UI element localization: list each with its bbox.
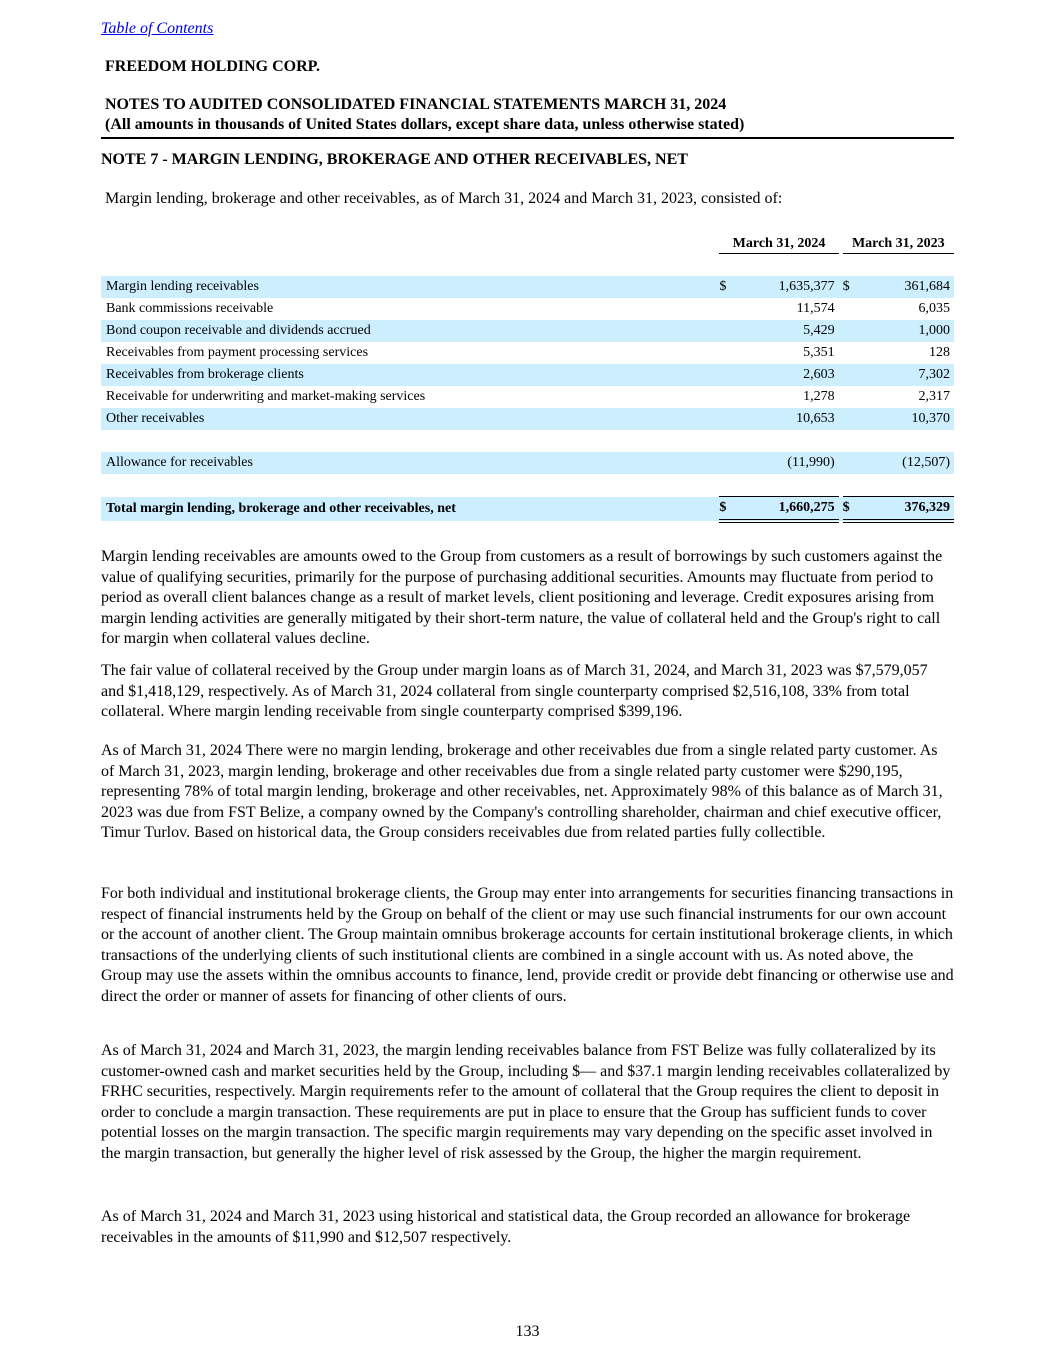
company-name: FREEDOM HOLDING CORP. bbox=[105, 58, 320, 75]
receivables-table bbox=[101, 234, 954, 523]
column-header-2023: March 31, 2023 bbox=[843, 234, 954, 256]
currency-symbol: $ bbox=[719, 276, 739, 298]
table-row bbox=[101, 298, 954, 320]
table-of-contents-link[interactable]: Table of Contents bbox=[101, 20, 214, 37]
value-2024: 2,603 bbox=[739, 364, 839, 386]
value-2024: 5,351 bbox=[803, 345, 835, 360]
paragraph-allowance: As of March 31, 2024 and March 31, 2023 using historical and statistical data, the Group recorded an allowance for brokerage receivables in the amounts of $11,990 and $12,507 respectively. bbox=[101, 1208, 911, 1246]
row-label: Bond coupon receivable and dividends accrued bbox=[101, 320, 719, 342]
table-row bbox=[101, 408, 954, 430]
value-2024: 10,653 bbox=[739, 408, 839, 430]
row-label: Total margin lending, brokerage and other receivables, net bbox=[101, 497, 719, 522]
value-2024: 11,574 bbox=[796, 301, 835, 316]
paragraph-related-party: As of March 31, 2024 There were no margin lending, brokerage and other receivables due from a single related party customer. As of March 31, 2023, margin lending, brokerage and other receivables due from a single related party customer were $290,195, representing 78% of total margin lending, brokerage and other receivables, net. Approximately 98% of this balance as of March 31, 2023 was due from FST Belize, a company owned by the Company's controlling shareholder, chairman and chief executive officer, Timur Turlov. Based on historical data, the Group considers receivables due from related parties fully collectible. bbox=[101, 742, 943, 841]
value-2023: 376,329 bbox=[860, 497, 954, 522]
value-2023: 10,370 bbox=[860, 408, 954, 430]
value-2024: 1,635,377 bbox=[739, 276, 839, 298]
value-2023: 6,035 bbox=[918, 301, 950, 316]
paragraph-margin-lending: Margin lending receivables are amounts owed to the Group from customers as a result of borrowings by such customers against the value of qualifying securities, primarily for the purpose of purchasing additional securities. Amounts may fluctuate from period to period as overall client balances change as a result of market levels, client positioning and leverage. Credit exposures arising from margin lending activities are generally mitigated by their short-term nature, the value of collateral held and the Group's right to call for margin when collateral values decline. bbox=[101, 548, 943, 647]
table-row bbox=[101, 364, 954, 386]
value-2024: (11,990) bbox=[739, 452, 839, 474]
page-number: 133 bbox=[515, 1323, 540, 1340]
paragraph-securities-financing: For both individual and institutional brokerage clients, the Group may enter into arrangements for securities financing transactions in respect of financial instruments held by the Group on behalf of the client or may use such financial instruments for our own account or the account of another client. The Group maintain omnibus brokerage accounts for certain institutional brokerage clients, in which transactions of the underlying clients of such institutional clients are combined in a single account with us. As noted above, the Group may use the assets within the omnibus accounts to finance, lend, provide credit or provide debt financing or otherwise use and direct the order or manner of assets for financing of other clients of ours. bbox=[101, 885, 954, 1005]
value-2023: 1,000 bbox=[860, 320, 954, 342]
value-2023: 361,684 bbox=[860, 276, 954, 298]
currency-symbol: $ bbox=[843, 276, 861, 298]
paragraph-margin-requirements: As of March 31, 2024 and March 31, 2023, the margin lending receivables balance from FST Belize was fully collateralized by its customer-owned cash and market securities held by the Group, including $— and $37.1 margin lending receivables collateralized by FRHC securities, respectively. Margin requirements refer to the amount of collateral that the Group requires the client to deposit in order to conclude a margin transaction. These requirements are put in place to ensure that the Group has sufficient funds to cover potential losses on the margin transaction. The specific margin requirements may vary depending on the specific asset involved in the margin transaction, but generally the higher level of risk assessed by the Group, the higher the margin requirement. bbox=[101, 1042, 951, 1162]
table-row bbox=[101, 386, 954, 408]
row-label: Other receivables bbox=[101, 408, 719, 430]
notes-header bbox=[101, 95, 954, 139]
table-header-row bbox=[101, 234, 954, 256]
total-row bbox=[101, 497, 954, 522]
notes-title: NOTES TO AUDITED CONSOLIDATED FINANCIAL STATEMENTS MARCH 31, 2024 bbox=[105, 96, 727, 113]
note-title: NOTE 7 - MARGIN LENDING, BROKERAGE AND OTHER RECEIVABLES, NET bbox=[101, 151, 688, 168]
value-2023: 2,317 bbox=[918, 389, 950, 404]
row-label: Receivable for underwriting and market-making services bbox=[106, 389, 426, 404]
value-2024: 5,429 bbox=[739, 320, 839, 342]
row-label: Receivables from payment processing services bbox=[106, 345, 369, 360]
table-row bbox=[101, 342, 954, 364]
value-2023: 128 bbox=[929, 345, 950, 360]
note-intro: Margin lending, brokerage and other receivables, as of March 31, 2024 and March 31, 2023, consisted of: bbox=[105, 190, 783, 207]
value-2024: 1,278 bbox=[803, 389, 835, 404]
row-label: Margin lending receivables bbox=[101, 276, 719, 298]
currency-symbol: $ bbox=[843, 497, 861, 522]
table-row bbox=[101, 320, 954, 342]
row-label: Allowance for receivables bbox=[101, 452, 719, 474]
currency-symbol: $ bbox=[719, 497, 739, 522]
row-label: Bank commissions receivable bbox=[106, 301, 274, 316]
table-row bbox=[101, 276, 954, 298]
paragraph-collateral-fair-value: The fair value of collateral received by the Group under margin loans as of March 31, 2024, and March 31, 2023 was $7,579,057 and $1,418,129, respectively. As of March 31, 2024 collateral from single counterparty comprised $2,516,108, 33% from total collateral. Where margin lending receivable from single counterparty comprised $399,196. bbox=[101, 662, 928, 720]
value-2024: 1,660,275 bbox=[739, 497, 839, 522]
notes-subtitle: (All amounts in thousands of United States dollars, except share data, unless otherwise stated) bbox=[105, 116, 745, 133]
value-2023: (12,507) bbox=[860, 452, 954, 474]
allowance-row bbox=[101, 452, 954, 474]
row-label: Receivables from brokerage clients bbox=[101, 364, 719, 386]
column-header-2024: March 31, 2024 bbox=[719, 234, 838, 256]
value-2023: 7,302 bbox=[860, 364, 954, 386]
